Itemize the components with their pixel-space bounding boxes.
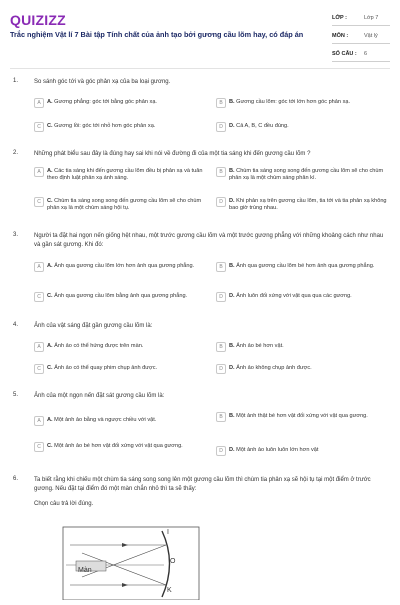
- question-text: So sánh góc tới và góc phản xạ của ba loại gương.: [34, 79, 171, 85]
- question-text: Ảnh của vật sáng đặt gần gương cầu lõm là:: [34, 323, 153, 329]
- arrow-head-bottom: [122, 583, 128, 587]
- question-text: Ảnh của một ngọn nến đặt sát gương cầu lõm là:: [34, 393, 165, 399]
- meta-subject: MÔN : Vật lý: [332, 30, 390, 44]
- question-number: 5.: [13, 392, 19, 398]
- meta-grade: LỚP : Lớp 7: [332, 12, 390, 26]
- worksheet-meta: [332, 12, 390, 66]
- question-number: 2.: [13, 150, 19, 156]
- question-number: 4.: [13, 322, 19, 328]
- question-number: 6.: [13, 476, 19, 482]
- header-divider: [10, 68, 390, 69]
- worksheet-title: Trắc nghiệm Vật lí 7 Bài tập Tính chất của ảnh tạo bởi gương cầu lõm hay, có đáp án: [10, 30, 304, 39]
- mirror-diagram-svg: [62, 525, 202, 600]
- question-text: Ta biết rằng khi chiếu một chùm tia sáng song song lên một gương cầu lõm thì chùm tia phản xạ sẽ hội tụ tại một điểm ở trước gương. Nếu đặt tại điểm đó một màn chắn nhỏ thì ta sẽ thấy:: [34, 477, 371, 492]
- concave-mirror-diagram: [62, 525, 202, 600]
- screen-label: Màn: [78, 567, 92, 574]
- meta-question-count: SỐ CÂU : 6: [332, 48, 390, 62]
- question-text: Người ta đặt hai ngọn nến giống hệt nhau, một trước gương cầu lõm và một trước gương phẳng với những khoảng cách như nhau và gần sát gương. Khi đó:: [34, 233, 384, 248]
- question-text: Những phát biểu sau đây là đúng hay sai khi nói về đường đi của một tia sáng khi đến gương cầu lõm ?: [34, 151, 311, 157]
- question-number: 1.: [13, 78, 19, 84]
- point-o-label: O: [170, 558, 176, 565]
- question-number: 3.: [13, 232, 19, 238]
- point-k-label: K: [167, 587, 172, 594]
- worksheet-header: [10, 8, 390, 66]
- point-i-label: I: [167, 529, 169, 536]
- question-subtext: Chọn câu trả lời đúng.: [34, 501, 94, 507]
- arrow-head-top: [122, 543, 128, 547]
- quizizz-logo: QUIZIZZ: [10, 12, 66, 28]
